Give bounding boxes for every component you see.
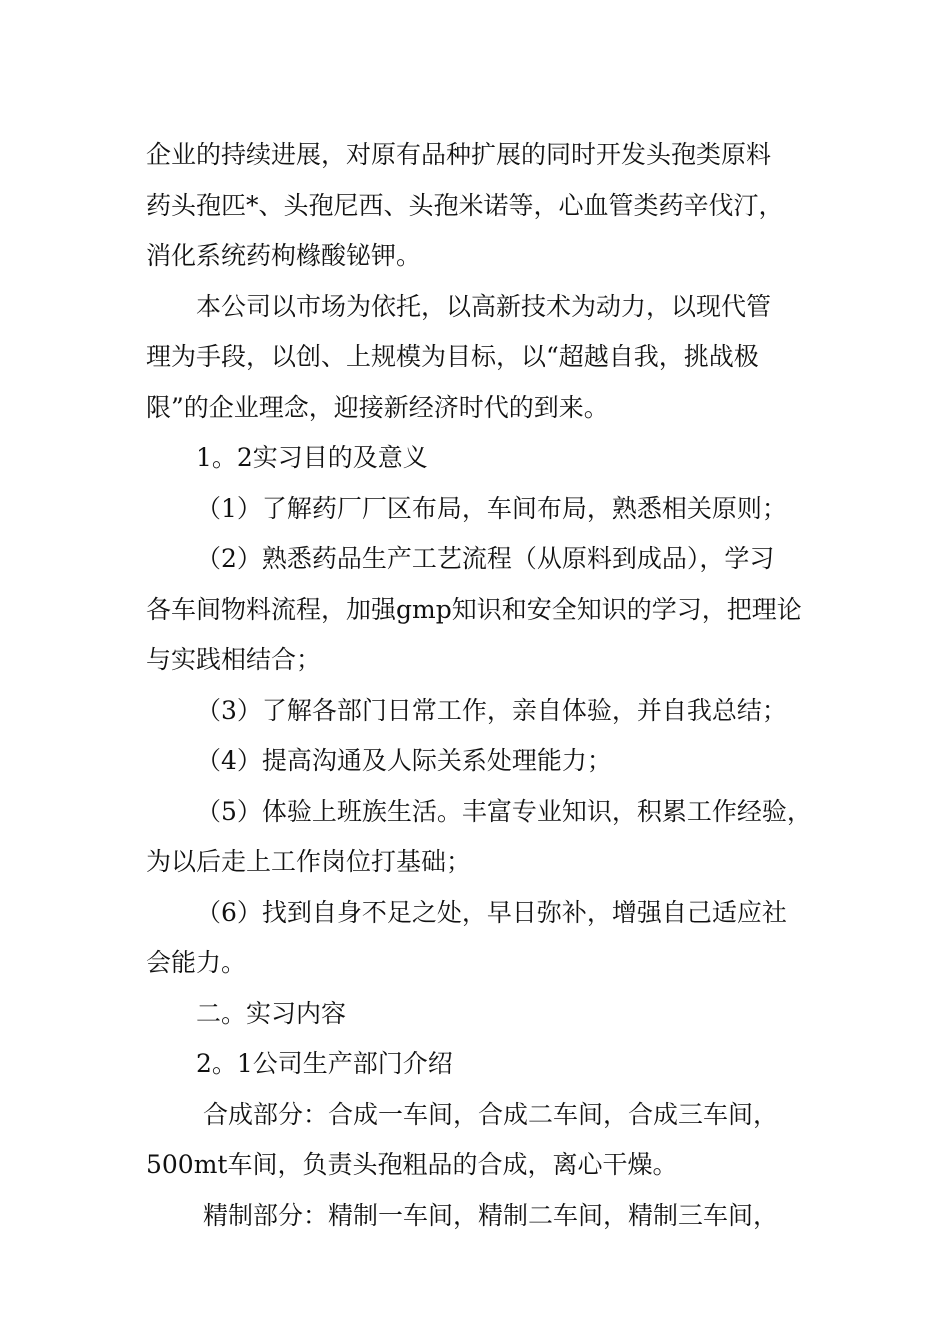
list-item: （6）找到自身不足之处，早日弥补，增强自己适应社: [196, 897, 787, 927]
paragraph-line: 理为手段，以创、上规模为目标，以“超越自我，挑战极: [146, 342, 759, 371]
paragraph-line: 会能力。: [146, 948, 247, 977]
section-heading: 2。1公司生产部门介绍: [196, 1049, 453, 1078]
paragraph-line: 500mt车间，负责头孢粗品的合成，离心干燥。: [146, 1150, 678, 1179]
paragraph-line: 合成部分：合成一车间，合成二车间，合成三车间，: [203, 1099, 779, 1129]
document-body: [146, 130, 816, 1241]
section-heading: 二。实习内容: [196, 998, 347, 1028]
list-item: （3）了解各部门日常工作，亲自体验，并自我总结；: [196, 695, 787, 725]
paragraph-line: 消化系统药枸橼酸铋钾。: [146, 241, 422, 270]
paragraph-line: 与实践相结合；: [146, 645, 322, 674]
paragraph-line: 本公司以市场为依托，以高新技术为动力，以现代管: [196, 291, 772, 321]
paragraph-line: 限”的企业理念，迎接新经济时代的到来。: [146, 392, 609, 422]
paragraph-line: 为以后走上工作岗位打基础；: [146, 847, 472, 876]
section-heading: 1。2实习目的及意义: [196, 443, 428, 472]
paragraph-line: 各车间物料流程，加强gmp知识和安全知识的学习，把理论: [146, 594, 802, 624]
list-item: （5）体验上班族生活。丰富专业知识，积累工作经验，: [196, 796, 812, 826]
paragraph-line: 药头孢匹*、头孢尼西、头孢米诺等，心血管类药辛伐汀，: [146, 190, 784, 220]
paragraph-line: 精制部分：精制一车间，精制二车间，精制三车间，: [203, 1200, 779, 1230]
list-item: （2）熟悉药品生产工艺流程（从原料到成品），学习: [196, 544, 775, 573]
paragraph-line: 企业的持续进展，对原有品种扩展的同时开发头孢类原料: [146, 140, 772, 169]
list-item: （1）了解药厂厂区布局，车间布局，熟悉相关原则；: [196, 493, 787, 523]
list-item: （4）提高沟通及人际关系处理能力；: [196, 746, 612, 775]
